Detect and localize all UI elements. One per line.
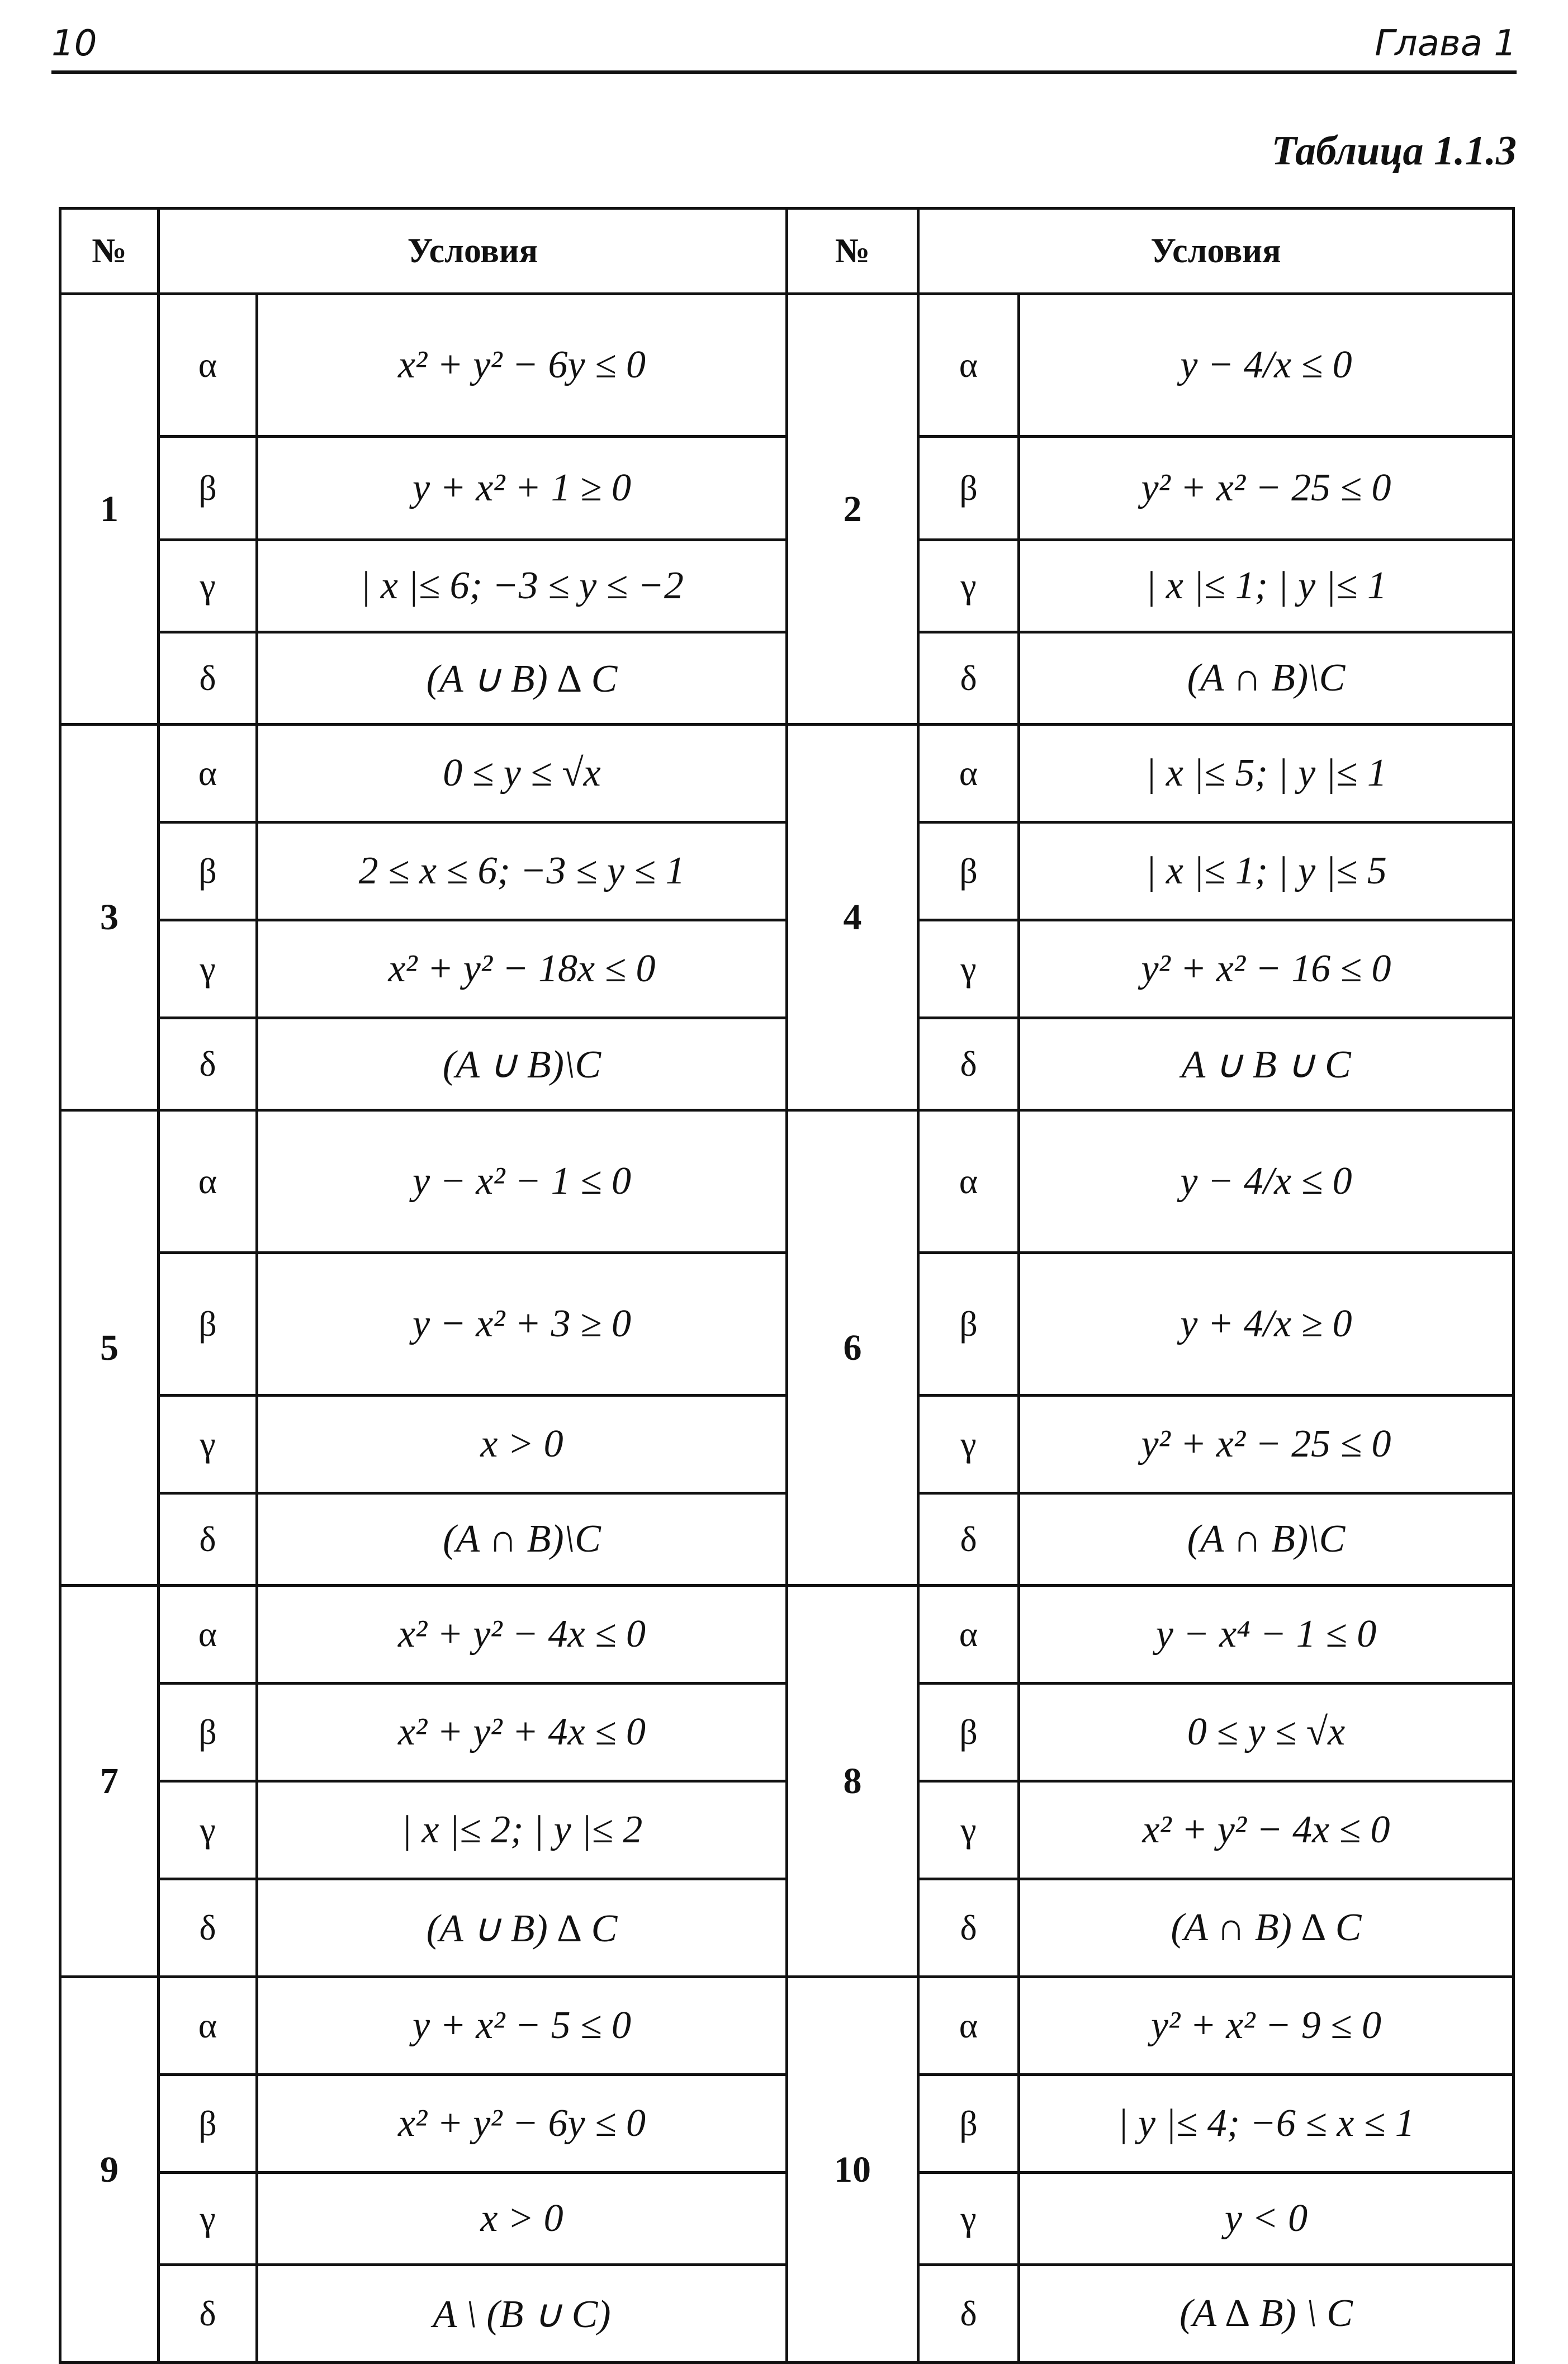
condition-expression: y − 4/x ≤ 0 bbox=[1019, 294, 1514, 437]
condition-expression: 2 ≤ x ≤ 6; −3 ≤ y ≤ 1 bbox=[257, 822, 787, 920]
condition-expression: 0 ≤ y ≤ √x bbox=[257, 725, 787, 822]
condition-expression: (A ∆ B) \ C bbox=[1019, 2265, 1514, 2363]
condition-letter: β bbox=[159, 822, 257, 920]
condition-expression: y² + x² − 9 ≤ 0 bbox=[1019, 1977, 1514, 2075]
condition-letter: δ bbox=[159, 1879, 257, 1977]
condition-letter: β bbox=[918, 822, 1019, 920]
condition-letter: β bbox=[918, 437, 1019, 540]
chapter-title: Глава 1 bbox=[1375, 23, 1517, 64]
condition-expression: | y |≤ 4; −6 ≤ x ≤ 1 bbox=[1019, 2075, 1514, 2173]
condition-expression: y + x² + 1 ≥ 0 bbox=[257, 437, 787, 540]
header-num-right: № bbox=[787, 209, 918, 294]
condition-expression: y − 4/x ≤ 0 bbox=[1019, 1110, 1514, 1253]
condition-letter: γ bbox=[918, 920, 1019, 1018]
table-caption: Таблица 1.1.3 bbox=[1271, 128, 1517, 174]
condition-expression: (A ∪ B) ∆ C bbox=[257, 1879, 787, 1977]
condition-expression: x² + y² − 6y ≤ 0 bbox=[257, 2075, 787, 2173]
condition-letter: α bbox=[159, 725, 257, 822]
variant-number: 10 bbox=[787, 1977, 918, 2363]
condition-letter: δ bbox=[159, 1493, 257, 1586]
table-row bbox=[60, 1586, 1514, 1684]
condition-letter: γ bbox=[159, 1396, 257, 1493]
condition-expression: (A ∩ B)\C bbox=[1019, 632, 1514, 725]
condition-letter: β bbox=[159, 437, 257, 540]
condition-letter: γ bbox=[159, 920, 257, 1018]
variant-number: 8 bbox=[787, 1586, 918, 1977]
condition-letter: γ bbox=[159, 2173, 257, 2265]
condition-expression: y² + x² − 25 ≤ 0 bbox=[1019, 1396, 1514, 1493]
variant-number: 6 bbox=[787, 1110, 918, 1586]
header-conditions-left: Условия bbox=[159, 209, 787, 294]
condition-expression: x > 0 bbox=[257, 2173, 787, 2265]
condition-letter: β bbox=[918, 2075, 1019, 2173]
condition-expression: x² + y² + 4x ≤ 0 bbox=[257, 1684, 787, 1781]
condition-letter: α bbox=[159, 1110, 257, 1253]
variant-number: 3 bbox=[60, 725, 159, 1110]
condition-expression: 0 ≤ y ≤ √x bbox=[1019, 1684, 1514, 1781]
condition-letter: β bbox=[159, 1253, 257, 1396]
condition-letter: β bbox=[159, 1684, 257, 1781]
condition-expression: A ∪ B ∪ C bbox=[1019, 1018, 1514, 1110]
condition-letter: δ bbox=[918, 1493, 1019, 1586]
condition-letter: δ bbox=[918, 1018, 1019, 1110]
condition-letter: γ bbox=[159, 1781, 257, 1879]
condition-expression: (A ∩ B) ∆ C bbox=[1019, 1879, 1514, 1977]
page-number: 10 bbox=[51, 23, 97, 64]
variant-number: 9 bbox=[60, 1977, 159, 2363]
condition-expression: y + 4/x ≥ 0 bbox=[1019, 1253, 1514, 1396]
condition-letter: α bbox=[918, 1110, 1019, 1253]
header-num-left: № bbox=[60, 209, 159, 294]
table-row bbox=[60, 294, 1514, 437]
condition-letter: γ bbox=[918, 2173, 1019, 2265]
condition-letter: δ bbox=[159, 2265, 257, 2363]
condition-expression: | x |≤ 6; −3 ≤ y ≤ −2 bbox=[257, 540, 787, 632]
condition-letter: α bbox=[918, 1977, 1019, 2075]
condition-expression: y − x² − 1 ≤ 0 bbox=[257, 1110, 787, 1253]
page-header bbox=[51, 17, 1517, 74]
variant-number: 5 bbox=[60, 1110, 159, 1586]
condition-letter: γ bbox=[918, 1781, 1019, 1879]
condition-expression: (A ∪ B)\C bbox=[257, 1018, 787, 1110]
condition-letter: β bbox=[918, 1684, 1019, 1781]
conditions-table bbox=[59, 207, 1515, 2364]
table-row bbox=[60, 1977, 1514, 2075]
condition-letter: γ bbox=[159, 540, 257, 632]
table-row bbox=[60, 1110, 1514, 1253]
condition-letter: δ bbox=[159, 632, 257, 725]
condition-expression: y < 0 bbox=[1019, 2173, 1514, 2265]
condition-expression: (A ∩ B)\C bbox=[257, 1493, 787, 1586]
condition-expression: (A ∪ B) ∆ C bbox=[257, 632, 787, 725]
variant-number: 4 bbox=[787, 725, 918, 1110]
condition-letter: γ bbox=[918, 540, 1019, 632]
condition-expression: y − x⁴ − 1 ≤ 0 bbox=[1019, 1586, 1514, 1684]
condition-expression: (A ∩ B)\C bbox=[1019, 1493, 1514, 1586]
condition-letter: α bbox=[159, 1977, 257, 2075]
condition-expression: x² + y² − 4x ≤ 0 bbox=[257, 1586, 787, 1684]
condition-expression: x > 0 bbox=[257, 1396, 787, 1493]
condition-expression: x² + y² − 4x ≤ 0 bbox=[1019, 1781, 1514, 1879]
condition-letter: δ bbox=[918, 1879, 1019, 1977]
header-conditions-right: Условия bbox=[918, 209, 1514, 294]
condition-expression: y² + x² − 25 ≤ 0 bbox=[1019, 437, 1514, 540]
condition-letter: β bbox=[159, 2075, 257, 2173]
condition-letter: δ bbox=[159, 1018, 257, 1110]
condition-expression: x² + y² − 18x ≤ 0 bbox=[257, 920, 787, 1018]
variant-number: 1 bbox=[60, 294, 159, 725]
condition-letter: γ bbox=[918, 1396, 1019, 1493]
table-row bbox=[60, 725, 1514, 822]
condition-expression: | x |≤ 1; | y |≤ 5 bbox=[1019, 822, 1514, 920]
condition-letter: α bbox=[918, 725, 1019, 822]
condition-letter: δ bbox=[918, 632, 1019, 725]
condition-expression: | x |≤ 2; | y |≤ 2 bbox=[257, 1781, 787, 1879]
condition-expression: y − x² + 3 ≥ 0 bbox=[257, 1253, 787, 1396]
condition-expression: A \ (B ∪ C) bbox=[257, 2265, 787, 2363]
condition-letter: δ bbox=[918, 2265, 1019, 2363]
condition-letter: α bbox=[918, 1586, 1019, 1684]
condition-letter: α bbox=[159, 294, 257, 437]
condition-expression: | x |≤ 1; | y |≤ 1 bbox=[1019, 540, 1514, 632]
condition-expression: | x |≤ 5; | y |≤ 1 bbox=[1019, 725, 1514, 822]
table-header-row bbox=[60, 209, 1514, 294]
variant-number: 2 bbox=[787, 294, 918, 725]
condition-letter: α bbox=[918, 294, 1019, 437]
variant-number: 7 bbox=[60, 1586, 159, 1977]
condition-expression: y² + x² − 16 ≤ 0 bbox=[1019, 920, 1514, 1018]
condition-letter: β bbox=[918, 1253, 1019, 1396]
condition-expression: y + x² − 5 ≤ 0 bbox=[257, 1977, 787, 2075]
condition-expression: x² + y² − 6y ≤ 0 bbox=[257, 294, 787, 437]
condition-letter: α bbox=[159, 1586, 257, 1684]
